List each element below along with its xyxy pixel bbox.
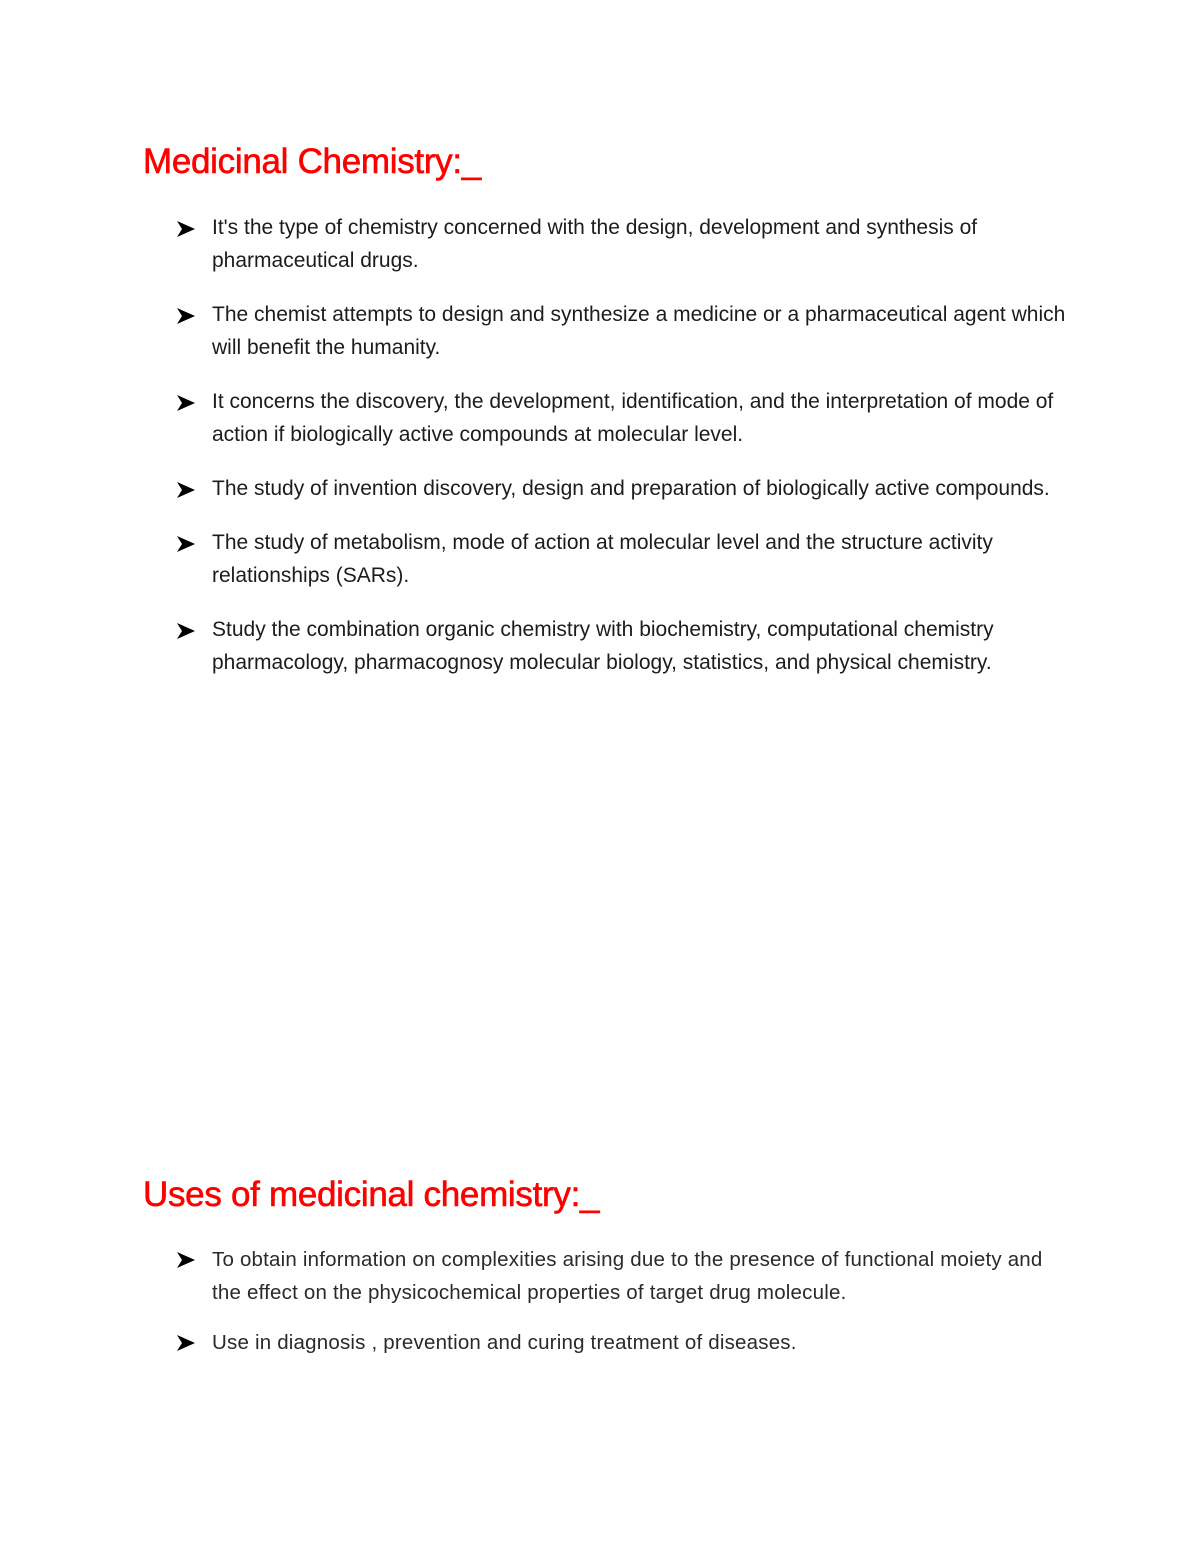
- arrowhead-bullet-icon: [176, 1252, 196, 1268]
- arrowhead-bullet-icon: [176, 536, 196, 552]
- bullet-list: [143, 211, 1073, 679]
- bullet-list: [143, 1243, 1073, 1359]
- list-item-text: The chemist attempts to design and synthesize a medicine or a pharmaceutical agent which will benefit the humanity.: [212, 303, 1066, 359]
- arrowhead-bullet-icon: [176, 308, 196, 324]
- section-heading: Medicinal Chemistry:_: [143, 142, 481, 181]
- list-item: [143, 211, 1073, 277]
- list-item-text: The study of metabolism, mode of action at molecular level and the structure activity relationships (SARs).: [212, 531, 993, 587]
- section-medicinal-chemistry: [143, 140, 1073, 700]
- list-item-text: It concerns the discovery, the development, identification, and the interpretation of mode of action if biologically active compounds at molecular level.: [212, 390, 1054, 446]
- arrowhead-bullet-icon: [176, 221, 196, 237]
- section-uses-of-medicinal-chemistry: [143, 1173, 1073, 1376]
- arrowhead-bullet-icon: [176, 395, 196, 411]
- list-item-text: The study of invention discovery, design and preparation of biologically active compounds.: [212, 477, 1050, 500]
- arrowhead-bullet-icon: [176, 482, 196, 498]
- list-item: [143, 1243, 1073, 1309]
- list-item: [143, 1326, 1073, 1359]
- list-item: [143, 298, 1073, 364]
- arrowhead-bullet-icon: [176, 623, 196, 639]
- list-item-text: It's the type of chemistry concerned with the design, development and synthesis of pharmaceutical drugs.: [212, 216, 978, 272]
- list-item: [143, 472, 1073, 505]
- list-item-text: To obtain information on complexities arising due to the presence of functional moiety and the effect on the physicochemical properties of target drug molecule.: [212, 1248, 1043, 1304]
- list-item: [143, 613, 1073, 679]
- list-item-text: Study the combination organic chemistry with biochemistry, computational chemistry pharmacology, pharmacognosy molecular biology, statistics, and physical chemistry.: [212, 618, 994, 674]
- list-item: [143, 526, 1073, 592]
- section-heading: Uses of medicinal chemistry:_: [143, 1175, 600, 1214]
- list-item-text: Use in diagnosis , prevention and curing treatment of diseases.: [212, 1331, 797, 1354]
- arrowhead-bullet-icon: [176, 1335, 196, 1351]
- list-item: [143, 385, 1073, 451]
